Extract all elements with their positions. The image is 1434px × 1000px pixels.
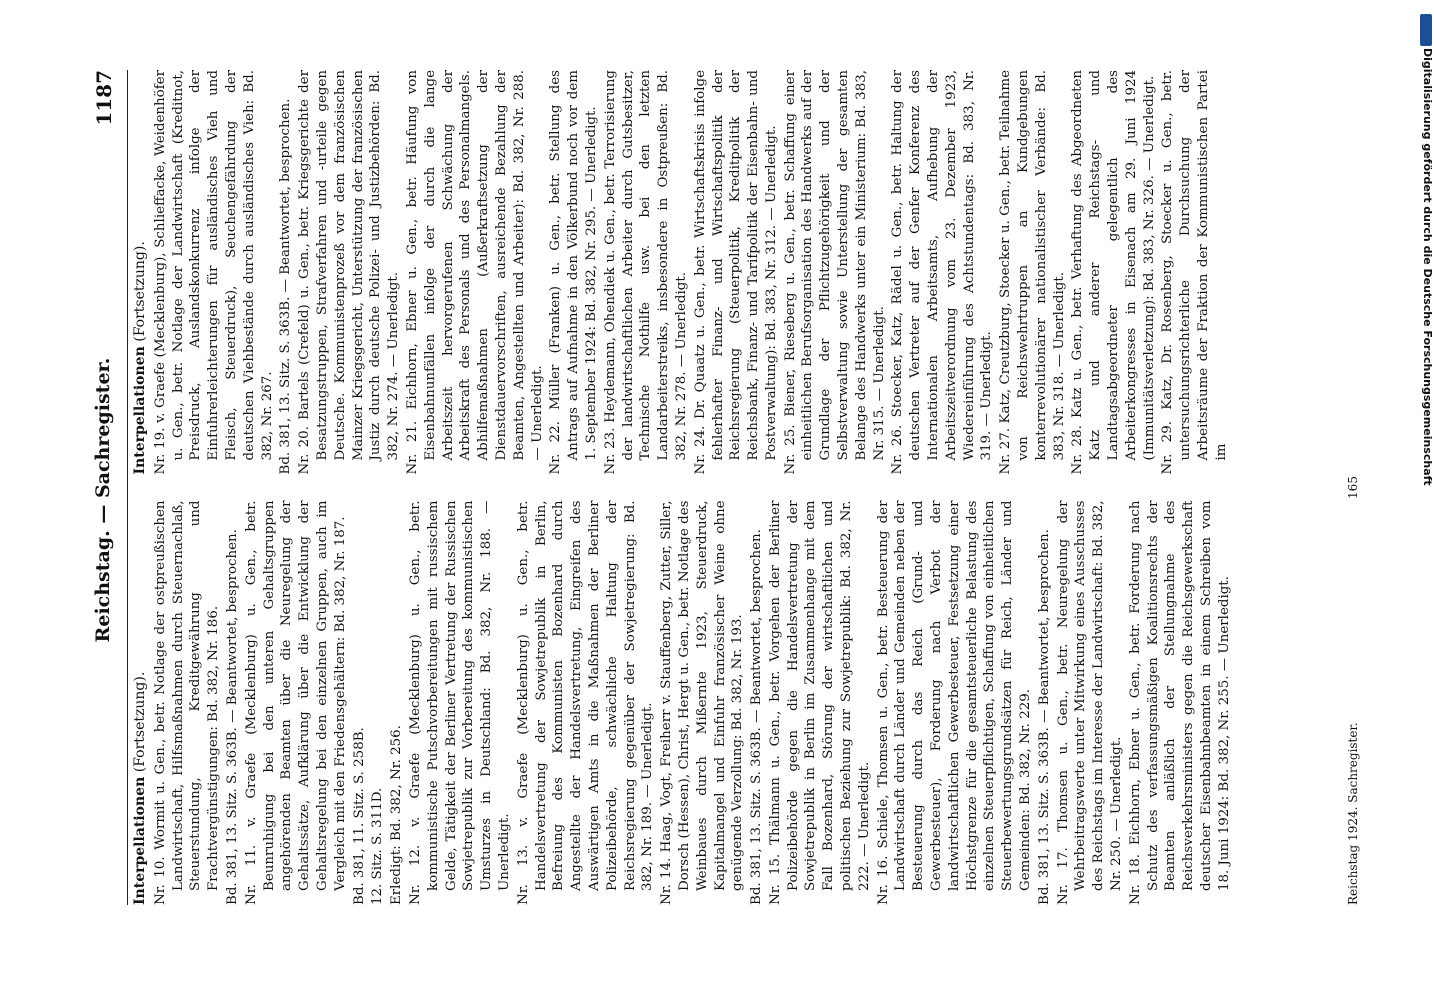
column-heading-main: Interpellationen [132,776,148,905]
register-entry: Erledigt: Bd. 382, Nr. 256. [389,725,405,905]
register-entry: Nr. 15. Thälmann u. Gen., betr. Vorgehen der Berliner Polizeibehörde gegen die Handelsvertretung der Sowjetrepublik in Berlin im Zusammenhange mit dem Fall Bozenhard, Störung der wirtschaftlichen und politischen Beziehung zur Sowjetrepublik: Bd. 382, Nr. 222. — Unerledigt. [767,500,872,905]
page-header [92,0,122,1000]
register-entry: Bd. 381, 11. Sitz. S. 258B. [351,727,367,905]
register-entry: Nr. 23. Heydemann, Ohendiek u. Gen., betr. Terrorisierung der landwirtschaftlichen Arbeiter durch Gutsbesitzer, Technische Nothilfe usw. bei den letzten Landarbeiterstreiks, insbesondere in Ostpreußen: Bd. 382, Nr. 278. — Unerledigt. [602,70,689,475]
register-entry: Nr. 11. v. Graefe (Mecklenburg) u. Gen., betr. Beunruhigung bei den unteren Gehaltsgruppen angehörenden Beamten über die Neuregelung der Gehaltssätze, Aufklärung über die Entwicklung der Gehaltsregelung bei den einzelnen Gruppen, auch im Vergleich mit den Friedensgehältern: Bd. 382, Nr. 187. [243,500,348,905]
left-column-entries [152,501,1234,906]
register-entry: Nr. 29. Katz, Dr. Rosenberg, Stoecker u. Gen., betr. untersuchungsrichterliche Durchsuchung der Arbeitsräume der Fraktion der Kommunistischen Partei im [1160,70,1229,475]
header-rule [127,70,128,905]
right-column [132,70,1330,475]
column-heading [132,70,150,475]
register-entry: Nr. 10. Wormit u. Gen., betr. Notlage der ostpreußischen Landwirtschaft, Hilfsmaßnahmen durch Steuernachlaß, Steuerstundung, Kreditgewährung und Frachtvergünstigungen: Bd. 382, Nr. 186. [152,500,222,905]
sidebar-text: Digitalisierung gefördert durch die Deutsche Forschungsgemeinschaft [1421,48,1434,486]
register-entry: Nr. 21. Eichhorn, Ebner u. Gen., betr. Häufung von Eisenbahnunfällen infolge der durch die lange Arbeitszeit hervorgerufenen Schwächung der Arbeitskraft des Personals und des Personalmangels. Abhilfemaßnahmen (Außerkraftsetzung der Dienstdauervorschriften, ausreichende Bezahlung der Beamten, Angestellten und Arbeiter): Bd. 382, Nr. 288. — Unerledigt. [404,70,545,475]
register-entry: Nr. 17. Thomsen u. Gen., betr. Neuregelung der Wehrbeitragswerte unter Mitwirkung eines Ausschusses des Reichstags im Interesse der Landwirtschaft: Bd. 382, Nr. 250. — Unerledigt. [1055,500,1125,905]
register-entry: Bd. 381, 13. Sitz. S. 363B. — Beantwortet, besprochen. [749,529,765,905]
column-heading [132,501,150,906]
register-entry: Nr. 22. Müller (Franken) u. Gen., betr. Stellung des Antrags auf Aufnahme in den Völkerbund noch vor dem 1. September 1924: Bd. 382, Nr. 295. — Unerledigt. [548,70,599,475]
right-column-entries [152,70,1231,475]
register-entry: Nr. 28. Katz u. Gen., betr. Verhaftung des Abgeordneten Katz und anderer Reichstags- und Landtagsabgeordneter gelegentlich des Arbeiterkongresses in Eisenach am 29. Juni 1924 (Immunitätsverletzung): Bd. 383, Nr. 326. — Unerledigt. [1070,70,1157,475]
register-entry: Nr. 27. Katz, Creutzburg, Stoecker u. Gen., betr. Teilnahme von Reichswehrtruppen an Kundgebungen konterrevolutionärer nationalistischer Verbände: Bd. 383, Nr. 318. — Unerledigt. [998,70,1067,475]
register-entry: Nr. 19. v. Graefe (Mecklenburg), Schlieffacke, Weidenhöfer u. Gen., betr. Notlage der Landwirtschaft (Kreditnot, Preisdruck, Auslandskonkurrenz infolge der Einfuhrerleichterungen für ausländisches Vieh und Fleisch, Steuerdruck), Seuchengefährdung der deutschen Viehbestände durch ausländisches Vieh: Bd. 382, Nr. 267. [152,70,275,475]
register-entry: Nr. 16. Schiele, Thomsen u. Gen., betr. Besteuerung der Landwirtschaft durch Länder und Gemeinden neben der Besteuerung durch das Reich (Grund- und Gewerbesteuer), Forderung nach Verbot der landwirtschaftlichen Gewerbesteuer, Festsetzung einer Höchstgrenze für die gesamtsteuerliche Belastung des einzelnen Steuerpflichtigen, Schaffung von einheitlichen Steuerbewertungsgrundsätzen für Reich, Länder und Gemeinden: Bd. 382, Nr. 229. [875,500,1034,905]
register-entry: Nr. 18. Eichhorn, Ebner u. Gen., betr. Forderung nach Schutz des verfassungsmäßigen Koalitionsrechts der Beamten anläßlich der Stellungnahme des Reichsverkehrsministers gegen die Reichsgewerkschaft deutscher Eisenbahnbeamten in einem Schreiben vom 18. Juni 1924: Bd. 382, Nr. 255. — Unerledigt. [1127,500,1232,905]
register-entry: Nr. 12. v. Graefe (Mecklenburg) u. Gen., betr. kommunistische Putschvorbereitungen mit russischem Gelde, Tätigkeit der Berliner Vertretung der Russischen Sowjetrepublik zur Vorbereitung des kommunistischen Umsturzes in Deutschland: Bd. 382, Nr. 188. — Unerledigt. [407,500,512,905]
header-title: Reichstag. — Sachregister. [92,357,114,643]
register-entry: Nr. 14. Haag, Vogt, Freiherr v. Stauffenberg, Zutter, Siller, Dorsch (Hessen), Christ, Hergt u. Gen., betr. Notlage des Weinbaues durch Mißernte 1923, Steuerdruck, Kapitalmangel und Einfuhr französischer Weine ohne genügende Verzollung: Bd. 382, Nr. 193. [659,500,746,905]
footer-left: Reichstag 1924. Sachregister. [1346,722,1360,905]
column-heading-main: Interpellationen [132,346,148,475]
left-column [132,501,1330,906]
register-entry: Nr. 26. Stoecker, Katz, Rädel u. Gen., betr. Haltung der deutschen Vertreter auf der Genfer Konferenz des Internationalen Arbeitsamts, Aufhebung der Arbeitszeitverordnung vom 23. Dezember 1923, Wiedereinführung des Achtstundentags: Bd. 383, Nr. 319. — Unerledigt. [890,70,995,475]
register-entry: Bd. 381, 13. Sitz. S. 363B. — Beantwortet, besprochen. [224,529,240,905]
register-entry: 12. Sitz. S. 311D. [370,787,386,905]
register-entry: Bd. 381, 13. Sitz. S. 363B. — Beantwortet, besprochen. [278,98,294,475]
text-columns [132,70,1330,905]
register-entry: Nr. 25. Biener, Rieseberg u. Gen., betr. Schaffung einer einheitlichen Berufsorganisation des Handwerks auf der Grundlage der Pflichtzugehörigkeit und der Selbstverwaltung sowie Unterstellung der gesamten Belange des Handwerks unter ein Ministerium: Bd. 383, Nr. 315. — Unerledigt. [782,70,887,475]
register-entry: Nr. 24. Dr. Quaatz u. Gen., betr. Wirtschaftskrisis infolge fehlerhafter Finanz- und Wirtschaftspolitik der Reichsregierung (Steuerpolitik, Kreditpolitik der Reichsbank, Finanz- und Tarifpolitik der Eisenbahn- und Postverwaltung): Bd. 383, Nr. 312. — Unerledigt. [692,70,779,475]
page-number: 1187 [92,70,116,126]
register-entry: Nr. 20. Bartels (Crefeld) u. Gen., betr. Kriegsgerichte der Besatzungstruppen, Strafverfahren und -urteile gegen Deutsche. Kommunistenprozeß vor dem französischen Mainzer Kriegsgericht, Unterstützung der französischen Justiz durch deutsche Polizei- und Justizbehörden: Bd. 382, Nr. 274. — Unerledigt. [297,70,402,475]
dfg-logo-icon [1420,14,1432,46]
register-entry: Bd. 381, 13. Sitz. S. 363B. — Beantwortet, besprochen. [1036,529,1052,905]
register-entry: Nr. 13. v. Graefe (Mecklenburg) u. Gen., betr. Handelsvertretung der Sowjetrepublik in Berlin, Befreiung des Kommunisten Bozenhard durch Angestellte der Handelsvertretung, Eingreifen des Auswärtigen Amts in die Maßnahmen der Berliner Polizeibehörde, schwächliche Haltung der Reichsregierung gegenüber der Sowjetregierung: Bd. 382, Nr. 189. — Unerledigt. [515,500,656,905]
column-heading-suffix: (Fortsetzung). [132,671,148,777]
digitization-sidebar [1418,8,1434,988]
column-heading-suffix: (Fortsetzung). [132,241,148,347]
footer-signature: 165 [1346,476,1360,499]
